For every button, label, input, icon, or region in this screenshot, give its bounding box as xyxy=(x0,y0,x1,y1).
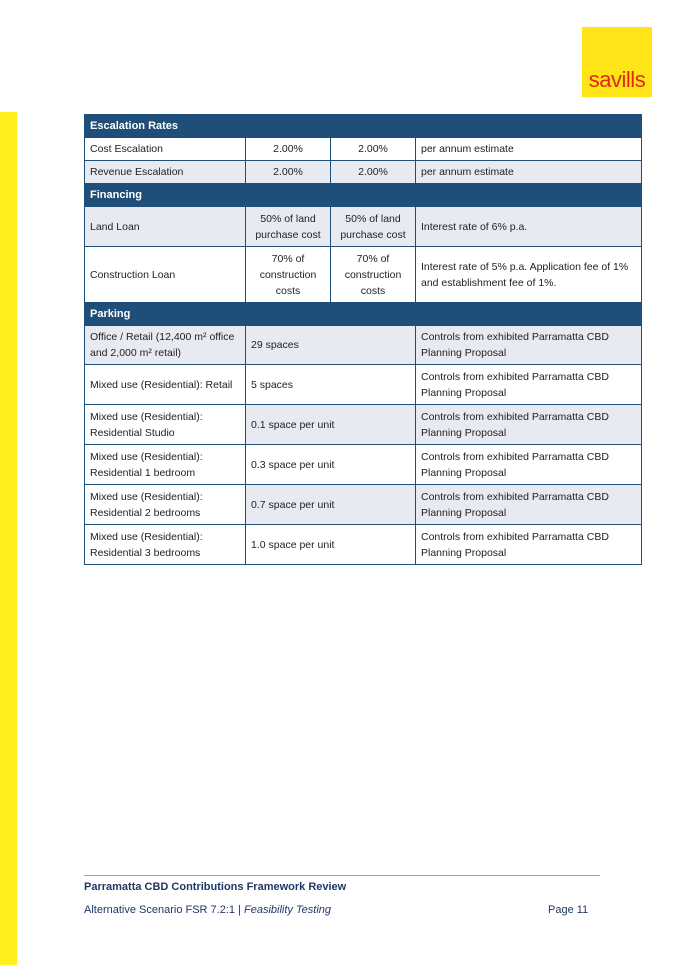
row-label: Mixed use (Residential): Residential 3 bedrooms xyxy=(85,525,246,565)
table-cell: 70% of construction costs xyxy=(246,247,331,303)
row-label: Land Loan xyxy=(85,207,246,247)
table-cell: Controls from exhibited Parramatta CBD Planning Proposal xyxy=(416,525,642,565)
table-cell: 0.3 space per unit xyxy=(246,445,416,485)
table-cell: 0.1 space per unit xyxy=(246,405,416,445)
table-cell: 1.0 space per unit xyxy=(246,525,416,565)
table-cell: Controls from exhibited Parramatta CBD Planning Proposal xyxy=(416,485,642,525)
table-row xyxy=(85,161,642,184)
table-row xyxy=(85,207,642,247)
table-cell: Controls from exhibited Parramatta CBD Planning Proposal xyxy=(416,326,642,365)
page-number: Page 11 xyxy=(548,904,589,916)
table-row xyxy=(85,485,642,525)
savills-logo xyxy=(582,27,652,97)
table-cell: Controls from exhibited Parramatta CBD Planning Proposal xyxy=(416,445,642,485)
table-cell: 2.00% xyxy=(331,138,416,161)
footer-subtitle-main: Alternative Scenario FSR 7.2:1 | xyxy=(84,904,244,916)
footer-subtitle xyxy=(84,904,331,916)
table-cell: 29 spaces xyxy=(246,326,416,365)
table-cell: per annum estimate xyxy=(416,161,642,184)
row-label: Office / Retail (12,400 m² office and 2,000 m² retail) xyxy=(85,326,246,365)
table-cell: 2.00% xyxy=(331,161,416,184)
table-row xyxy=(85,365,642,405)
row-label: Mixed use (Residential): Residential 1 bedroom xyxy=(85,445,246,485)
table-cell: 2.00% xyxy=(246,138,331,161)
table-row xyxy=(85,138,642,161)
logo-text: savills xyxy=(588,67,646,92)
section-header-financing xyxy=(85,184,642,207)
row-label: Revenue Escalation xyxy=(85,161,246,184)
row-label: Cost Escalation xyxy=(85,138,246,161)
row-label: Mixed use (Residential): Residential Studio xyxy=(85,405,246,445)
table-cell: Interest rate of 6% p.a. xyxy=(416,207,642,247)
row-label: Mixed use (Residential): Retail xyxy=(85,365,246,405)
section-title: Financing xyxy=(85,184,642,207)
yellow-side-bar xyxy=(0,112,17,965)
footer-subtitle-italic: Feasibility Testing xyxy=(244,904,332,916)
table-cell: per annum estimate xyxy=(416,138,642,161)
table-row xyxy=(85,247,642,303)
table-cell: 70% of construction costs xyxy=(331,247,416,303)
table-row xyxy=(85,445,642,485)
table-row xyxy=(85,405,642,445)
section-header-parking xyxy=(85,303,642,326)
row-label: Construction Loan xyxy=(85,247,246,303)
table-cell: 50% of land purchase cost xyxy=(246,207,331,247)
table-cell: 50% of land purchase cost xyxy=(331,207,416,247)
table-cell: 2.00% xyxy=(246,161,331,184)
section-title: Parking xyxy=(85,303,642,326)
table-cell: Controls from exhibited Parramatta CBD Planning Proposal xyxy=(416,405,642,445)
row-label: Mixed use (Residential): Residential 2 bedrooms xyxy=(85,485,246,525)
footer-divider xyxy=(84,875,600,876)
table-row xyxy=(85,326,642,365)
table-cell: Interest rate of 5% p.a. Application fee of 1% and establishment fee of 1%. xyxy=(416,247,642,303)
section-header-escalation xyxy=(85,115,642,138)
table-cell: Controls from exhibited Parramatta CBD Planning Proposal xyxy=(416,365,642,405)
footer-title: Parramatta CBD Contributions Framework Review xyxy=(84,881,347,893)
assumptions-table xyxy=(84,114,642,565)
section-title: Escalation Rates xyxy=(85,115,642,138)
table-cell: 5 spaces xyxy=(246,365,416,405)
table-cell: 0.7 space per unit xyxy=(246,485,416,525)
table-row xyxy=(85,525,642,565)
